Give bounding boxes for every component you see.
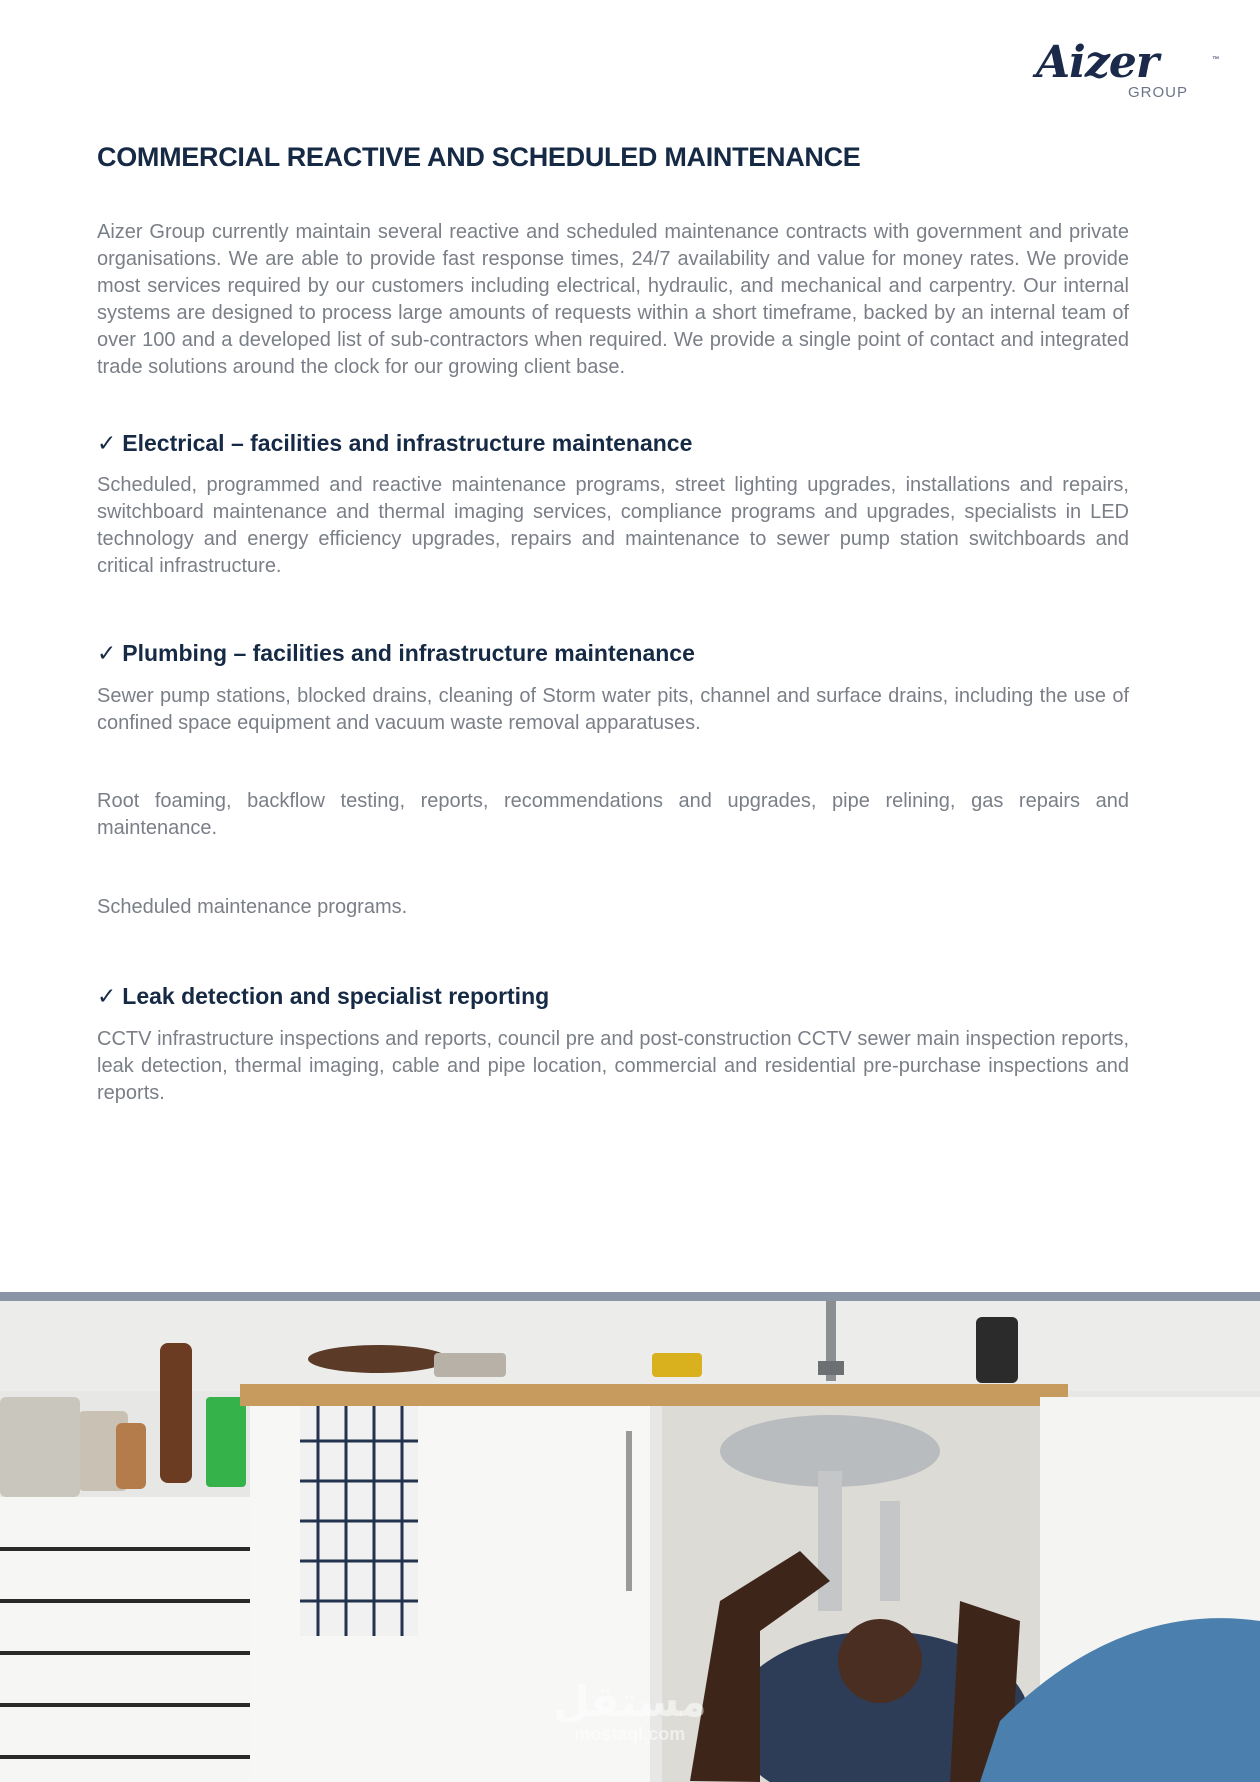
section-heading-leak-detection — [97, 983, 549, 1010]
electrical-paragraph: Scheduled, programmed and reactive maintenance programs, street lighting upgrades, installations and repairs, switchboard maintenance and thermal imaging services, compliance programs and upgrades, specialists in LED technology and energy efficiency upgrades, repairs and maintenance to sewer pump station switchboards and critical infrastructure. — [97, 474, 1129, 577]
photo-divider-bar — [0, 1292, 1260, 1301]
checkmark-icon: ✓ — [97, 430, 117, 456]
plumbing-paragraph-2: Root foaming, backflow testing, reports, recommendations and upgrades, pipe relining, gas repairs and maintenance. — [97, 790, 1129, 839]
plumbing-paragraph-1: Sewer pump stations, blocked drains, cleaning of Storm water pits, channel and surface drains, including the use of confined space equipment and vacuum waste removal apparatuses. — [97, 685, 1129, 734]
section-heading-label: Plumbing – facilities and infrastructure maintenance — [122, 640, 695, 666]
leak-detection-paragraph: CCTV infrastructure inspections and reports, council pre and post-construction CCTV sewer main inspection reports, leak detection, thermal imaging, cable and pipe location, commercial and residential pre-purchase inspections and reports. — [97, 1028, 1129, 1104]
company-logo — [1036, 37, 1219, 102]
plumbing-paragraph-3: Scheduled maintenance programs. — [97, 896, 408, 918]
section-heading-label: Leak detection and specialist reporting — [122, 983, 550, 1009]
checkmark-icon: ✓ — [97, 640, 117, 666]
section-heading-electrical — [97, 430, 692, 457]
checkmark-icon: ✓ — [97, 983, 117, 1009]
page-title: COMMERCIAL REACTIVE AND SCHEDULED MAINTENANCE — [97, 142, 861, 172]
watermark-arabic: مستقل — [553, 1677, 707, 1726]
section-heading-plumbing — [97, 640, 695, 667]
logo-group-label: GROUP — [1128, 84, 1189, 101]
logo-wordmark: Aizer — [1036, 37, 1159, 88]
logo-trademark: ™ — [1212, 56, 1219, 63]
section-heading-label: Electrical – facilities and infrastructure maintenance — [122, 430, 693, 456]
watermark-latin: mostaql.com — [574, 1724, 686, 1744]
intro-paragraph: Aizer Group currently maintain several reactive and scheduled maintenance contracts with government and private organisations. We are able to provide fast response times, 24/7 availability and value for money rates. We provide most services required by our customers including electrical, hydraulic, and mechanical and carpentry. Our internal systems are designed to process large amounts of requests within a short timeframe, backed by an internal team of over 100 and a developed list of sub-contractors when required. We provide a single point of contact and integrated trade solutions around the clock for our growing client base. — [97, 221, 1129, 378]
watermark — [553, 1677, 707, 1744]
